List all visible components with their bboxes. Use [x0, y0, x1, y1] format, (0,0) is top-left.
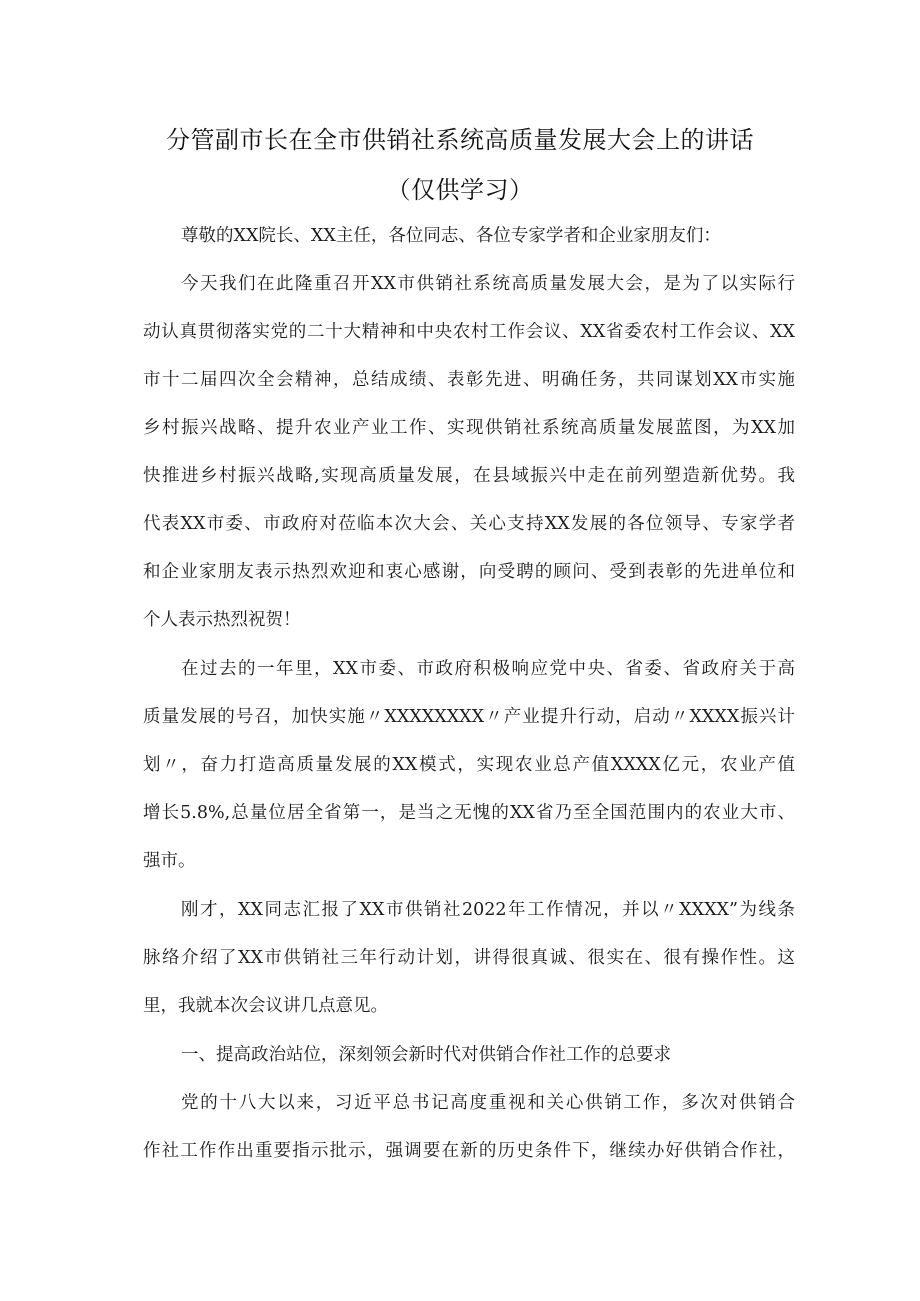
paragraph-line: 和企业家朋友表示热烈欢迎和衷心感谢，向受聘的顾问、受到表彰的先进单位和	[143, 562, 795, 582]
paragraph-line: 脉络介绍了XX市供销社三年行动计划，讲得很真诚、很实在、很有操作性。这	[143, 948, 795, 968]
paragraph-line: 今天我们在此隆重召开XX市供销社系统高质量发展大会，是为了以实际行	[181, 274, 795, 294]
salutation-line: 尊敬的XX院长、XX主任，各位同志、各位专家学者和企业家朋友们：	[181, 226, 721, 246]
paragraph-line: 快推进乡村振兴战略,实现高质量发展，在县域振兴中走在前列塑造新优势。我	[143, 466, 795, 486]
paragraph-line: 个人表示热烈祝贺！	[143, 610, 301, 630]
paragraph-line: 里，我就本次会议讲几点意见。	[143, 996, 388, 1016]
paragraph-line: 划〃，奋力打造高质量发展的XX模式，实现农业总产值XXXX亿元，农业产值	[143, 755, 795, 775]
paragraph-line: 动认真贯彻落实党的二十大精神和中央农村工作会议、XX省委农村工作会议、XX	[143, 322, 795, 342]
paragraph-line: 乡村振兴战略、提升农业产业工作、实现供销社系统高质量发展蓝图，为XX加	[143, 418, 795, 438]
paragraph-line: 市十二届四次全会精神，总结成绩、表彰先进、明确任务，共同谋划XX市实施	[143, 370, 795, 390]
document-subtitle: （仅供学习）	[386, 176, 534, 204]
paragraph-line: 代表XX市委、市政府对莅临本次大会、关心支持XX发展的各位领导、专家学者	[143, 514, 795, 534]
paragraph-line: 增长5.8%,总量位居全省第一，是当之无愧的XX省乃至全国范围内的农业大市、	[143, 803, 795, 823]
paragraph-line: 质量发展的号召，加快实施〃XXXXXXXX〃产业提升行动，启动〃XXXX振兴计	[143, 707, 795, 727]
document-title: 分管副市长在全市供销社系统高质量发展大会上的讲话	[166, 126, 754, 154]
paragraph-line: 强市。	[143, 851, 196, 871]
paragraph-line: 作社工作作出重要指示批示，强调要在新的历史条件下，继续办好供销合作社，	[143, 1141, 795, 1161]
section-heading: 一、提高政治站位，深刻领会新时代对供销合作社工作的总要求	[181, 1045, 671, 1065]
paragraph-line: 在过去的一年里，XX市委、市政府积极响应党中央、省委、省政府关于高	[181, 659, 795, 679]
paragraph-line: 刚才，XX同志汇报了XX市供销社2022年工作情况，并以〃XXXX”为线条	[181, 900, 795, 920]
paragraph-line: 党的十八大以来，习近平总书记高度重视和关心供销工作，多次对供销合	[181, 1093, 795, 1113]
